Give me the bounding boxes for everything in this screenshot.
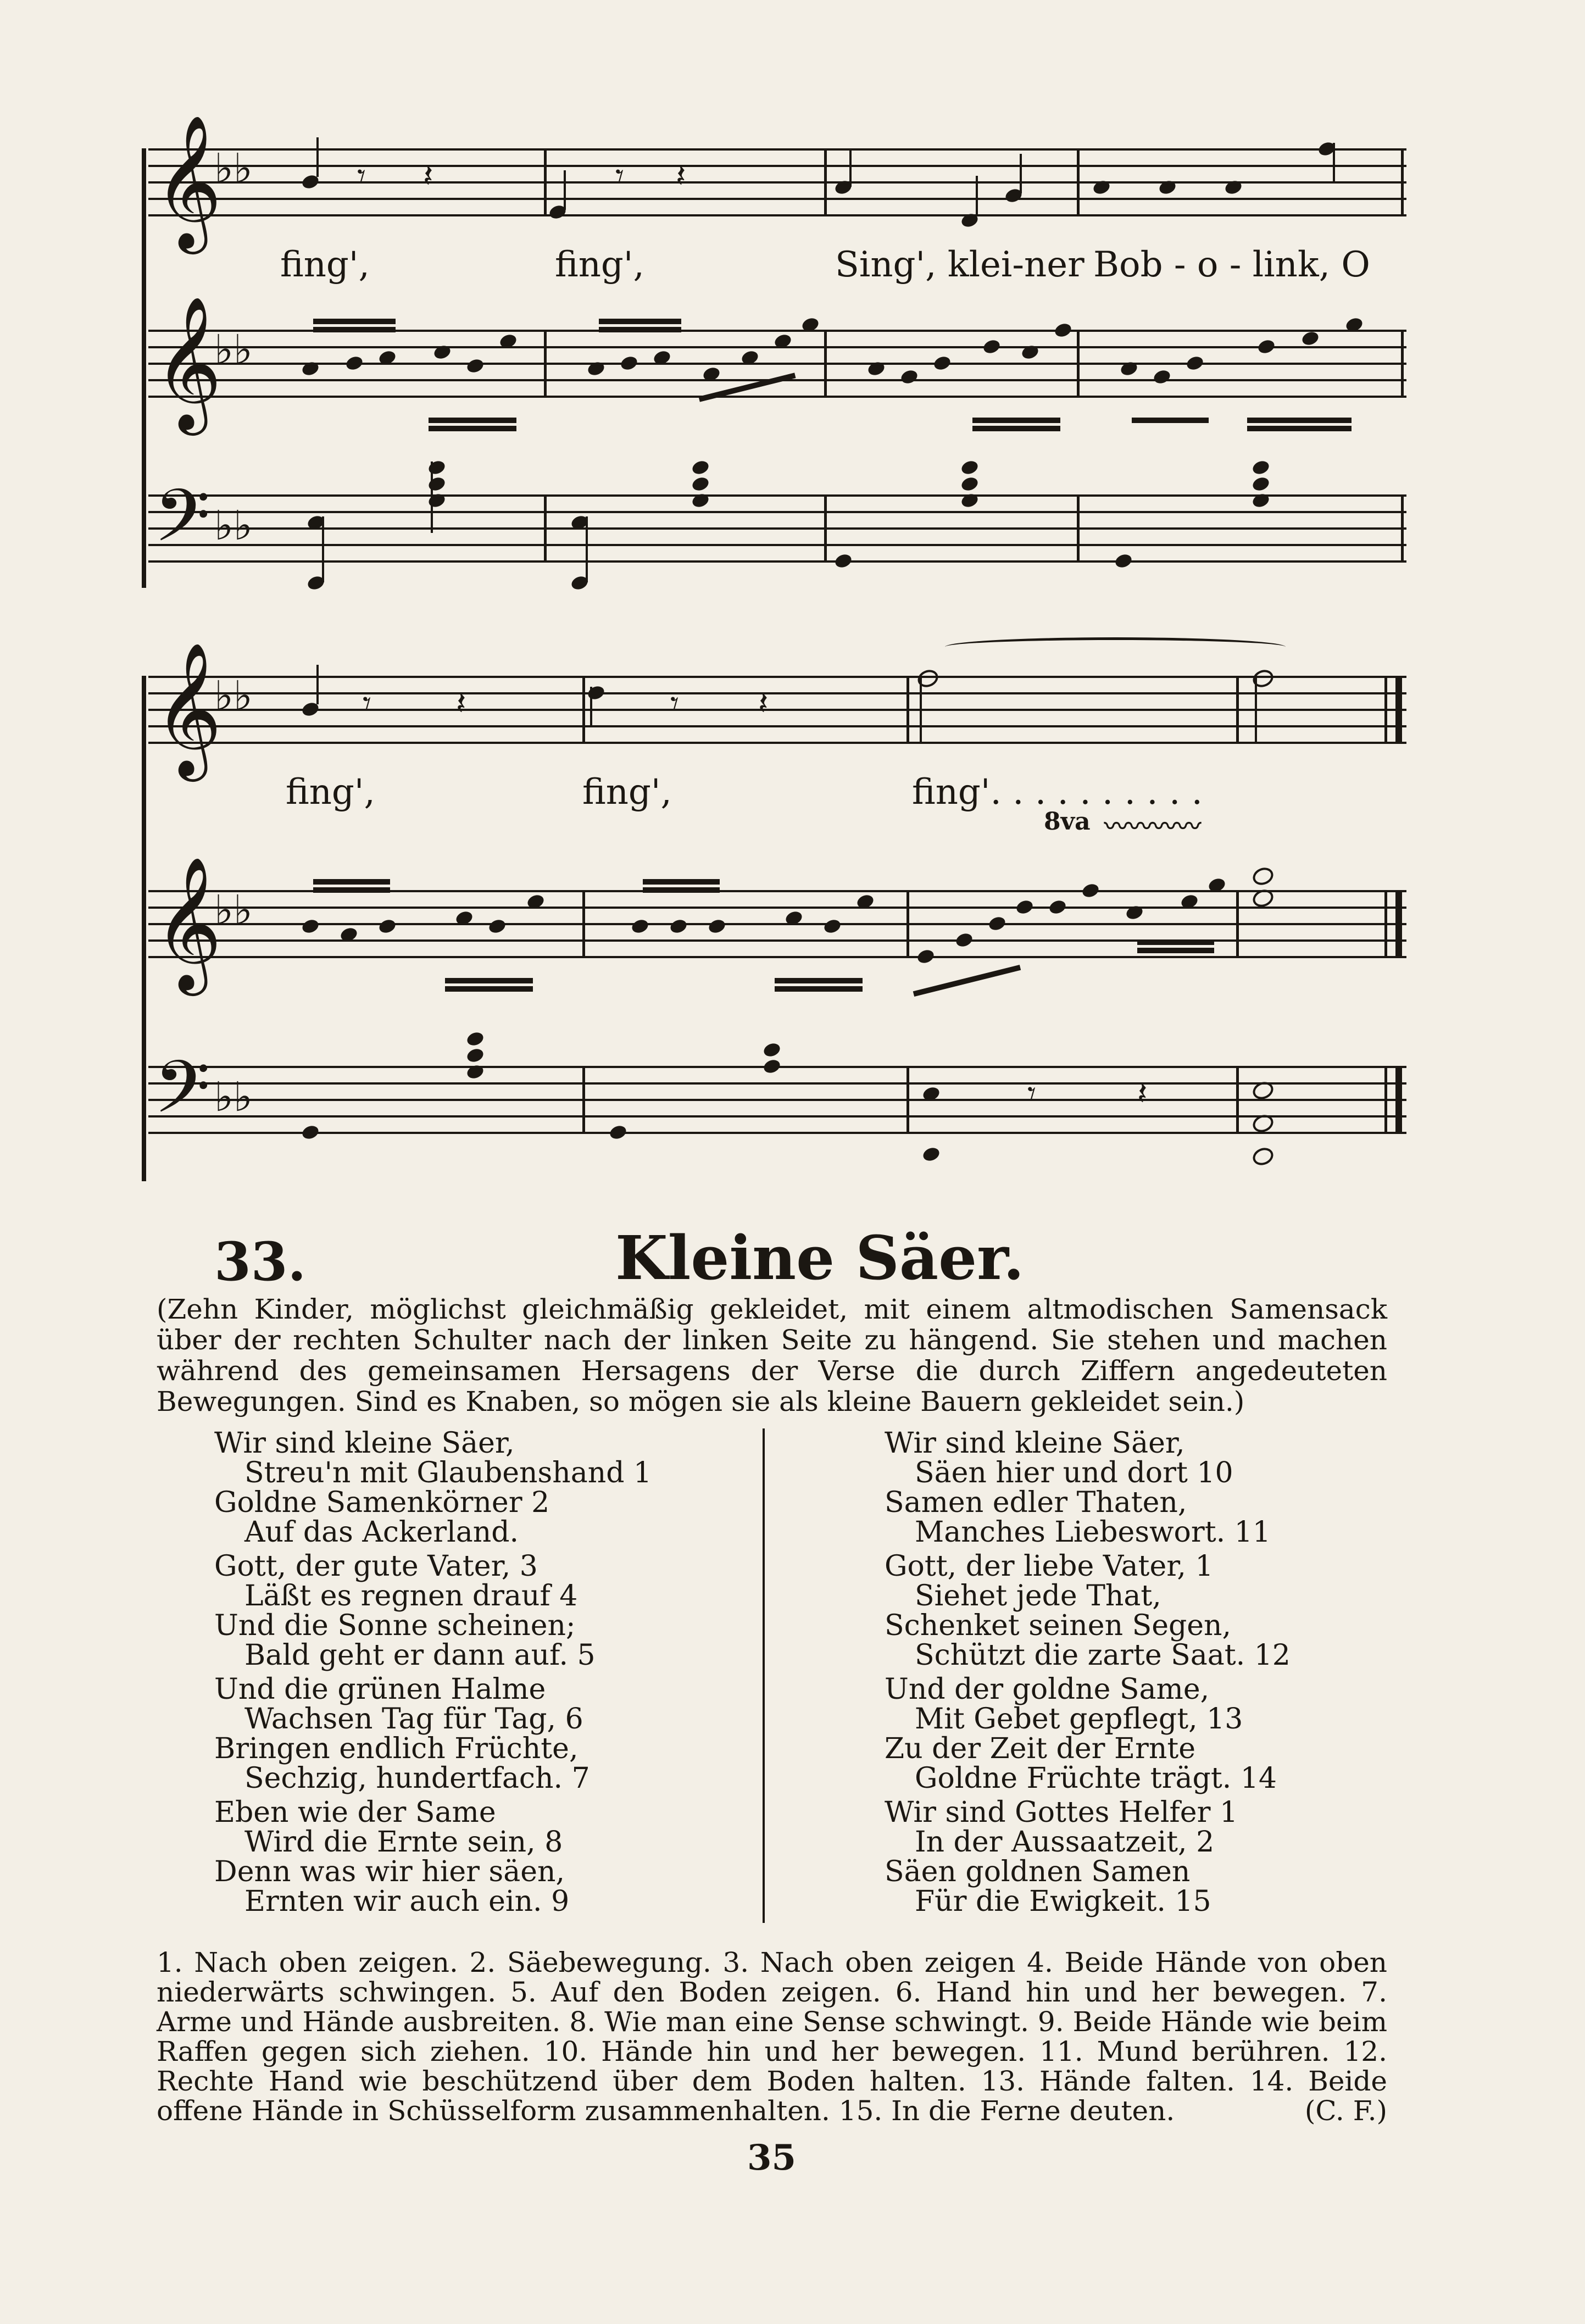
piano-treble-staff	[148, 295, 1406, 430]
verse-line: Goldne Früchte trägt. 14	[915, 1762, 1277, 1795]
key-signature-icon: ♭♭	[214, 502, 253, 549]
verse-line: Streu'n mit Glaubenshand 1	[244, 1456, 652, 1489]
system-brace	[142, 148, 146, 588]
footnotes	[157, 1948, 1387, 2126]
verses-left-column	[214, 1428, 764, 1921]
verse-line: Schützt die zarte Saat. 12	[915, 1639, 1291, 1672]
verse-line: Für die Ewigkeit. 15	[915, 1885, 1211, 1918]
verse-line: Schenket seinen Segen,	[885, 1609, 1232, 1642]
verse-line: Auf das Ackerland.	[244, 1516, 519, 1549]
verse-line: Säen hier und dort 10	[915, 1456, 1233, 1489]
piano-bass-staff: 𝄢 ♭♭ 𝄾 𝄽	[148, 1066, 1406, 1143]
lyric-syllable: fing'. . . . . . . . . .	[912, 772, 1203, 813]
stanza	[214, 1675, 764, 1793]
stanza	[214, 1552, 764, 1670]
voice-staff: 𝄞 ♭♭ 𝄾 𝄽 𝄾 𝄽	[148, 148, 1406, 225]
lyric-syllable: fing',	[555, 244, 644, 285]
phrase-slur	[945, 637, 1286, 657]
treble-clef-icon: 𝄞	[154, 641, 223, 776]
treble-clef-icon: 𝄞	[154, 855, 223, 990]
verse-line: Gott, der gute Vater, 3	[214, 1550, 538, 1583]
verse-line: Und der goldne Same,	[885, 1673, 1210, 1706]
page-number: 35	[747, 2137, 797, 2178]
lyric-syllable: fing',	[286, 772, 375, 813]
author-credit: (C. F.)	[1304, 2095, 1387, 2127]
key-signature-icon: ♭♭	[214, 145, 253, 192]
music-system-2	[148, 641, 1406, 1192]
verse-line: Samen edler Thaten,	[885, 1486, 1187, 1519]
stanza	[214, 1428, 764, 1547]
octave-wave: 〰〰〰〰	[1104, 813, 1201, 841]
stanza	[214, 1798, 764, 1916]
verse-line: Läßt es regnen drauf 4	[244, 1580, 578, 1613]
treble-clef-icon: 𝄞	[154, 295, 223, 430]
verse-line: Siehet jede That,	[915, 1580, 1161, 1613]
column-divider	[763, 1428, 765, 1923]
hymn-instructions: (Zehn Kinder, möglichst gleichmäßig gekleidet, mit einem altmodischen Samensack über der rechten Schulter nach der linken Seite zu hängend. Sie stehen und machen während des gemeinsamen Hersagens der Verse die durch Ziffern angedeuteten Bewegungen. Sind es Knaben, so mögen sie als kleine Bauern gekleidet sein.)	[157, 1293, 1387, 1417]
system-brace	[142, 676, 146, 1181]
piano-treble-staff	[148, 855, 1406, 990]
hymn-number: 33.	[214, 1231, 307, 1293]
verse-line: Wir sind kleine Säer,	[885, 1427, 1185, 1460]
stanza	[885, 1798, 1434, 1916]
verse-line: Und die Sonne scheinen;	[214, 1609, 576, 1642]
hymn-title: Kleine Säer.	[615, 1222, 1025, 1293]
verse-line: Wird die Ernte sein, 8	[244, 1826, 563, 1859]
lyric-syllable: Sing', klei-ner	[835, 244, 1085, 285]
voice-staff: 𝄞 ♭♭ 𝄾 𝄽 𝄾 𝄽	[148, 676, 1406, 753]
lyric-syllable: Bob - o - link, O	[1093, 244, 1370, 285]
verse-line: In der Aussaatzeit, 2	[915, 1826, 1215, 1859]
stanza	[885, 1428, 1434, 1547]
verse-line: Zu der Zeit der Ernte	[885, 1732, 1195, 1765]
verse-line: Mit Gebet gepflegt, 13	[915, 1703, 1243, 1736]
key-signature-icon: ♭♭	[214, 672, 253, 720]
treble-clef-icon: 𝄞	[154, 114, 223, 248]
verse-line: Bringen endlich Früchte,	[214, 1732, 579, 1765]
octave-marking: 8va	[1044, 808, 1091, 836]
verse-line: Manches Liebeswort. 11	[915, 1516, 1271, 1549]
verse-line: Wir sind kleine Säer,	[214, 1427, 515, 1460]
verse-line: Eben wie der Same	[214, 1796, 496, 1829]
verse-line: Goldne Samenkörner 2	[214, 1486, 550, 1519]
verse-line: Wir sind Gottes Helfer 1	[885, 1796, 1238, 1829]
key-signature-icon: ♭♭	[214, 887, 253, 934]
stanza	[885, 1675, 1434, 1793]
verse-line: Und die grünen Halme	[214, 1673, 546, 1706]
key-signature-icon: ♭♭	[214, 1074, 253, 1121]
bass-clef-icon: 𝄢	[154, 1044, 210, 1147]
verse-line: Denn was wir hier säen,	[214, 1855, 565, 1888]
stanza	[885, 1552, 1434, 1670]
verse-line: Wachsen Tag für Tag, 6	[244, 1703, 583, 1736]
lyric-syllable: fing',	[582, 772, 672, 813]
lyric-syllable: fing',	[280, 244, 370, 285]
verse-line: Säen goldnen Samen	[885, 1855, 1191, 1888]
key-signature-icon: ♭♭	[214, 326, 253, 374]
verse-line: Bald geht er dann auf. 5	[244, 1639, 596, 1672]
piano-bass-staff	[148, 473, 1406, 576]
verses-right-column	[885, 1428, 1434, 1921]
verse-line: Sechzig, hundertfach. 7	[244, 1762, 590, 1795]
verse-line: Gott, der liebe Vater, 1	[885, 1550, 1214, 1583]
bass-clef-icon: 𝄢	[154, 473, 210, 576]
music-system-1	[148, 114, 1406, 626]
footnote-text: 1. Nach oben zeigen. 2. Säebewegung. 3. Nach oben zeigen 4. Beide Hände von oben niederwärts schwingen. 5. Auf den Boden zeigen. 6. Hand hin und her bewegen. 7. Arme und Hände ausbreiten. 8. Wie man eine Sense schwingt. 9. Beide Hände wie beim Raffen gegen sich ziehen. 10. Hände hin und her bewegen. 11. Mund berühren. 12. Rechte Hand wie beschützend über dem Boden halten. 13. Hände falten. 14. Beide offene Hände in Schüsselform zusammenhalten. 15. In die Ferne deuten.	[157, 1947, 1387, 2127]
verse-line: Ernten wir auch ein. 9	[244, 1885, 570, 1918]
